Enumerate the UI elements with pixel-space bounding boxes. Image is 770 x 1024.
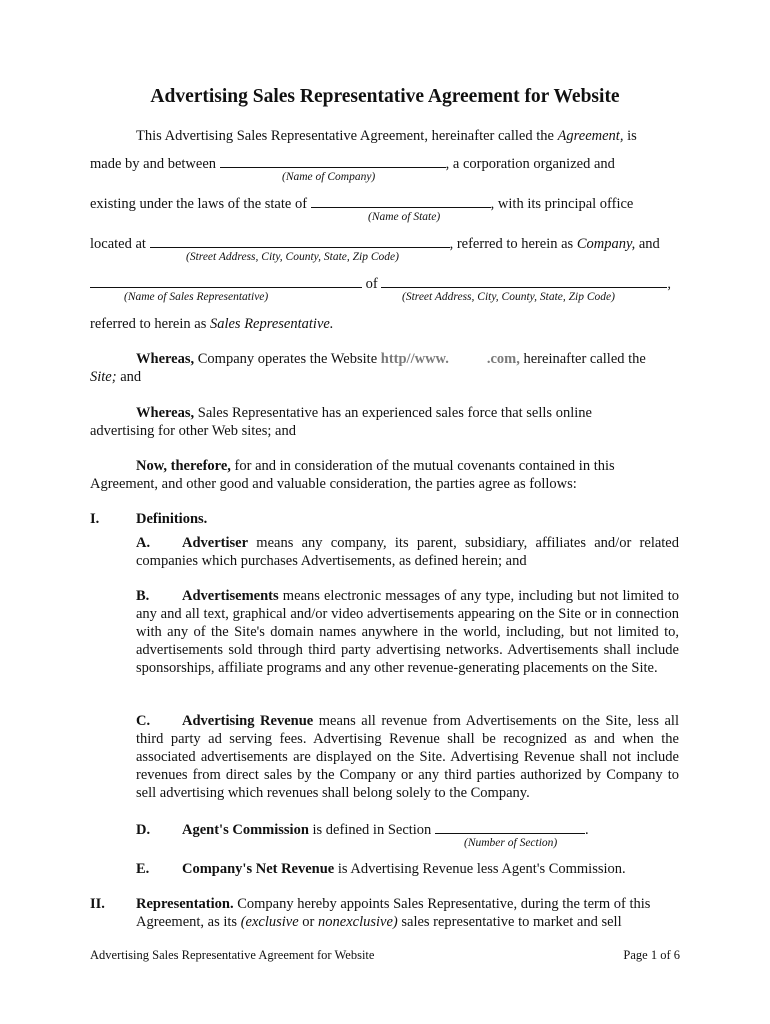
section-2-line-2: Agreement, as its (exclusive or nonexclusive) sales representative to market and sell bbox=[136, 914, 622, 930]
website-url-prefix: http//www. bbox=[380, 351, 449, 367]
definition-b: B. Advertisements means electronic messages of any type, including but not limited to any and all text, graphical and/or video advertisements appearing on the Site or in connection with any of the Site's domain names anywhere in the world, including, but not limited to, advertisements sold through third party advertising networks. Advertisements shall include sponsorships, affiliate programs and any other revenue-generating placements on the Site. bbox=[136, 588, 679, 676]
intro-line-1: This Advertising Sales Representative Agreement, hereinafter called the Agreement, is bbox=[136, 128, 637, 144]
caption-name-of-state: (Name of State) bbox=[368, 211, 441, 223]
section-2-line-1: Representation. Company hereby appoints Sales Representative, during the term of this bbox=[136, 896, 651, 912]
website-url-suffix: .com, bbox=[486, 351, 520, 367]
representative-name-blank[interactable] bbox=[90, 273, 362, 288]
representative-address-blank[interactable] bbox=[381, 273, 667, 288]
state-blank[interactable] bbox=[311, 193, 491, 208]
section-number-blank[interactable] bbox=[435, 819, 585, 834]
definition-a: A. Advertiser means any company, its parent, subsidiary, affiliates and/or related companies which purchases Advertisements, as defined herein; and bbox=[136, 535, 679, 569]
section-2-number: II. bbox=[90, 896, 105, 912]
whereas-1-line-1: Whereas, Company operates the Website http//www. .com, hereinafter called the bbox=[136, 351, 646, 367]
section-1-heading: Definitions. bbox=[136, 511, 208, 527]
now-therefore-line-2: Agreement, and other good and valuable consideration, the parties agree as follows: bbox=[90, 476, 577, 492]
definition-c: C. Advertising Revenue means all revenue from Advertisements on the Site, less all third party ad serving fees. Advertising Revenue shall be recognized as and when the associated advertisements are displayed on the Site. Advertising Revenue shall not include revenues from direct sales by the Company or any third parties authorized by Company to sell advertising which revenues shall belong solely to the Company. bbox=[136, 713, 679, 801]
whereas-2-line-1: Whereas, Sales Representative has an experienced sales force that sells online bbox=[136, 405, 592, 421]
whereas-1-line-2: Site; and bbox=[90, 369, 142, 385]
whereas-2-line-2: advertising for other Web sites; and bbox=[90, 423, 296, 439]
section-1-number: I. bbox=[90, 511, 100, 527]
caption-number-of-section: (Number of Section) bbox=[464, 837, 558, 849]
caption-name-of-company: (Name of Company) bbox=[282, 171, 376, 183]
intro-line-3: existing under the laws of the state of , with its principal office bbox=[90, 193, 633, 213]
caption-company-address: (Street Address, City, County, State, Zip Code) bbox=[186, 251, 399, 263]
intro-line-2: made by and between , a corporation organized and bbox=[90, 153, 615, 173]
footer-document-title: Advertising Sales Representative Agreement for Website bbox=[90, 948, 375, 962]
definition-d: D. Agent's Commission is defined in Section . bbox=[136, 819, 589, 839]
caption-representative-name: (Name of Sales Representative) bbox=[124, 291, 269, 303]
now-therefore-line-1: Now, therefore, for and in consideration of the mutual covenants contained in this bbox=[136, 458, 615, 474]
caption-representative-address: (Street Address, City, County, State, Zip Code) bbox=[402, 291, 615, 303]
document-title: Advertising Sales Representative Agreement for Website bbox=[150, 86, 620, 107]
footer-page-number: Page 1 of 6 bbox=[623, 948, 680, 962]
intro-line-4: located at , referred to herein as Company, and bbox=[90, 233, 660, 253]
company-name-blank[interactable] bbox=[220, 153, 446, 168]
definition-e: E. Company's Net Revenue is Advertising Revenue less Agent's Commission. bbox=[136, 861, 626, 877]
intro-line-5: of , bbox=[90, 273, 671, 293]
company-address-blank[interactable] bbox=[150, 233, 450, 248]
intro-line-6: referred to herein as Sales Representative. bbox=[90, 316, 334, 332]
